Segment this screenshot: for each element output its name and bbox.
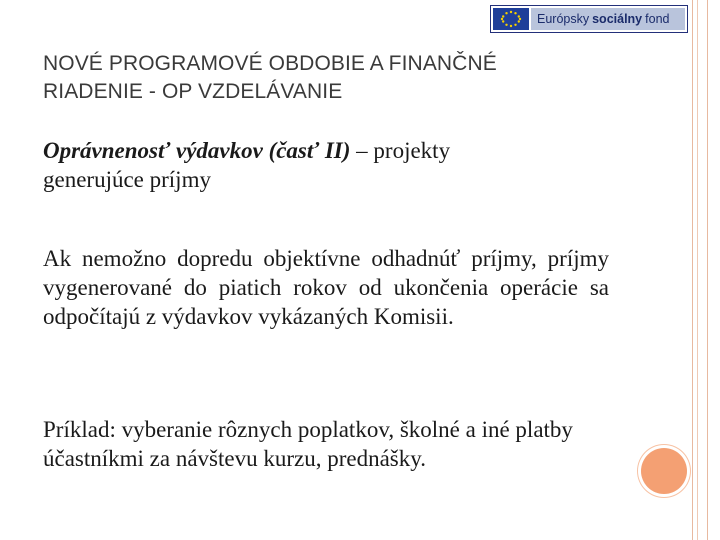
logo-text-suffix: fond bbox=[645, 12, 670, 26]
logo-text-prefix: Európsky bbox=[537, 12, 590, 26]
decorative-line bbox=[707, 0, 708, 540]
subtitle-rest: – projekty bbox=[350, 138, 451, 163]
body-paragraph: Ak nemožno dopredu objektívne odhadnúť príjmy, príjmy vygenerované do piatich rokov od ukončenia operácie sa odpočítajú z výdavkov vykázaných Komisii. bbox=[43, 246, 609, 329]
slide-title bbox=[43, 50, 643, 106]
logo-text-bold: sociálny bbox=[592, 12, 643, 26]
eu-flag-icon bbox=[493, 8, 529, 30]
esf-logo-label bbox=[531, 8, 685, 30]
decorative-line bbox=[697, 0, 698, 540]
esf-logo bbox=[490, 5, 688, 33]
decorative-circle bbox=[641, 448, 687, 494]
subtitle-line2: generujúce príjmy bbox=[43, 167, 211, 192]
slide-title-line1: NOVÉ PROGRAMOVÉ OBDOBIE A FINANČNÉ bbox=[43, 52, 497, 75]
subtitle-paragraph bbox=[43, 136, 609, 194]
example-paragraph: Príklad: vyberanie rôznych poplatkov, školné a iné platby účastníkmi za návštevu kurzu, prednášky. bbox=[43, 417, 573, 471]
decorative-line bbox=[692, 0, 693, 540]
slide-title-line2: RIADENIE - OP VZDELÁVANIE bbox=[43, 80, 343, 103]
subtitle-emphasis: Oprávnenosť výdavkov (časť II) bbox=[43, 138, 351, 163]
